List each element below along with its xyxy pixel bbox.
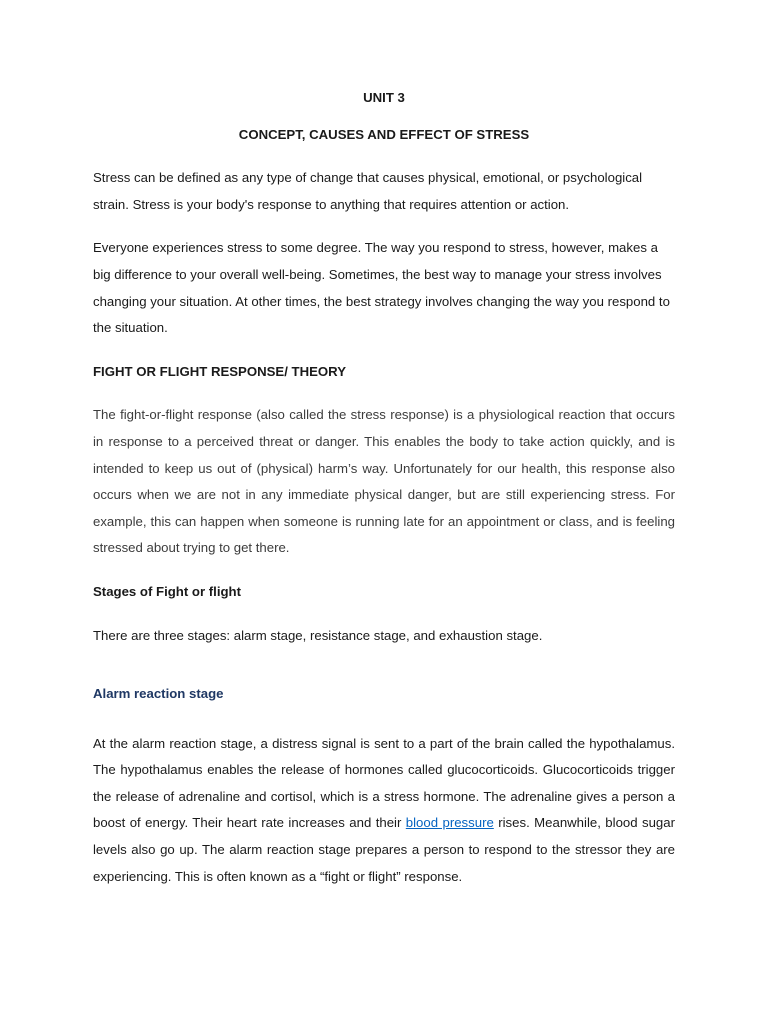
stages-paragraph: There are three stages: alarm stage, resistance stage, and exhaustion stage.	[93, 627, 543, 643]
stress-response-paragraph: Everyone experiences stress to some degree. The way you respond to stress, however, makes a big difference to your overall well-being. Sometimes, the best way to manage your stress involves changing your situation. At other times, the best strategy involves changing the way you respond to the situation.	[93, 240, 670, 336]
blood-pressure-link[interactable]: blood pressure	[405, 815, 494, 831]
fight-flight-heading: FIGHT OR FLIGHT RESPONSE/ THEORY	[93, 363, 347, 379]
unit-title: UNIT 3	[363, 90, 405, 105]
fight-flight-paragraph: The fight-or-flight response (also called the stress response) is a physiological reaction that occurs in response to a perceived threat or danger. This enables the body to take action quickly, and is intended to keep us out of (physical) harm’s way. Unfortunately for our health, this response also occurs when we are not in any immediate physical danger, but are still experiencing stress. For example, this can happen when someone is running late for an appointment or class, and is feeling stressed about trying to get there.	[93, 407, 675, 556]
document-body	[93, 85, 675, 907]
main-title: CONCEPT, CAUSES AND EFFECT OF STRESS	[238, 126, 530, 142]
alarm-stage-paragraph	[93, 731, 675, 891]
alarm-text-before-link: At the alarm reaction stage, a distress signal is sent to a part of the brain called the hypothalamus. The hypothalamus enables the release of hormones called glucocorticoids. Glucocorticoids trigger the release of adrenaline and cortisol, which is a stress hormone. The adrenaline gives a person a boost of energy. Their heart rate increases and their	[93, 735, 675, 831]
stress-definition-paragraph: Stress can be defined as any type of change that causes physical, emotional, or psychological strain. Stress is your body's response to anything that requires attention or action.	[93, 170, 643, 212]
alarm-stage-heading: Alarm reaction stage	[93, 686, 224, 702]
stages-heading: Stages of Fight or flight	[93, 583, 241, 599]
alarm-text-after-link: rises. Meanwhile, blood sugar levels also go up. The alarm reaction stage prepares a person to respond to the stressor they are experiencing. This is often known as a “fight or flight” response.	[93, 815, 675, 884]
